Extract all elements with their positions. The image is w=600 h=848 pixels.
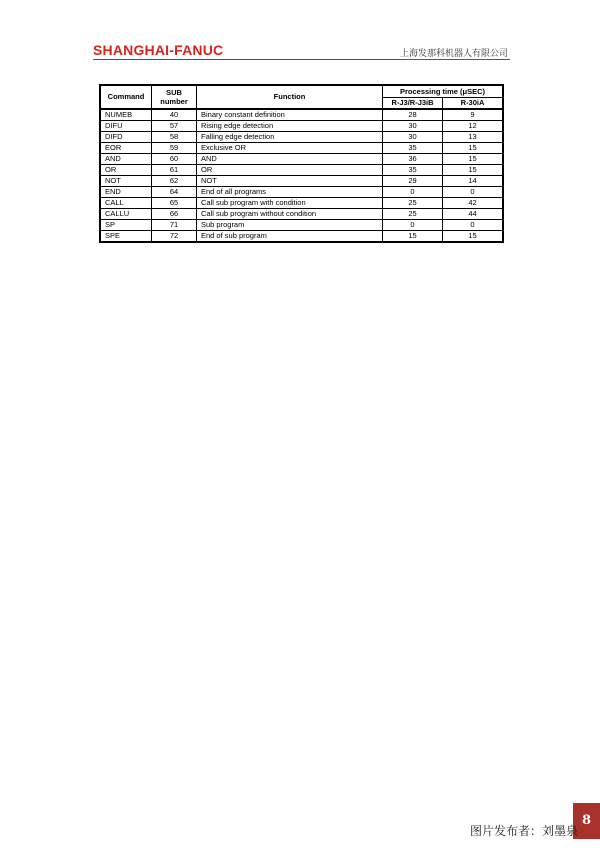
cell-command: AND (100, 154, 152, 165)
cell-command: EOR (100, 143, 152, 154)
header-r30: R-30iA (443, 98, 504, 110)
cell-time-rj3: 29 (383, 176, 443, 187)
cell-function: OR (197, 165, 383, 176)
cell-time-rj3: 0 (383, 187, 443, 198)
table-row (100, 132, 503, 143)
cell-time-r30: 15 (443, 165, 504, 176)
table-row (100, 187, 503, 198)
command-table (99, 84, 504, 243)
cell-function: Call sub program with condition (197, 198, 383, 209)
cell-function: Binary constant definition (197, 109, 383, 121)
cell-function: Exclusive OR (197, 143, 383, 154)
cell-function: AND (197, 154, 383, 165)
cell-sub-number: 57 (152, 121, 197, 132)
cell-time-r30: 15 (443, 143, 504, 154)
table-row (100, 165, 503, 176)
cell-sub-number: 64 (152, 187, 197, 198)
cell-time-r30: 14 (443, 176, 504, 187)
cell-command: END (100, 187, 152, 198)
cell-function: Rising edge detection (197, 121, 383, 132)
cell-sub-number: 58 (152, 132, 197, 143)
cell-sub-number: 71 (152, 220, 197, 231)
header-sub-number: SUB number (152, 85, 197, 109)
cell-time-r30: 9 (443, 109, 504, 121)
publisher-credit: 图片发布者：刘墨泉 (469, 824, 578, 838)
header-function: Function (197, 85, 383, 109)
cell-function: End of sub program (197, 231, 383, 243)
page-number-badge: 8 (573, 803, 600, 839)
cell-sub-number: 40 (152, 109, 197, 121)
cell-time-r30: 15 (443, 231, 504, 243)
cell-time-r30: 0 (443, 220, 504, 231)
cell-function: End of all programs (197, 187, 383, 198)
cell-time-rj3: 30 (383, 132, 443, 143)
table-body (100, 109, 503, 242)
cell-time-rj3: 25 (383, 198, 443, 209)
cell-sub-number: 66 (152, 209, 197, 220)
header-command: Command (100, 85, 152, 109)
cell-time-r30: 12 (443, 121, 504, 132)
cell-time-rj3: 15 (383, 231, 443, 243)
table-row (100, 220, 503, 231)
cell-time-rj3: 28 (383, 109, 443, 121)
cell-command: NOT (100, 176, 152, 187)
cell-command: SP (100, 220, 152, 231)
table-row (100, 121, 503, 132)
brand-logo: SHANGHAI-FANUC (93, 42, 224, 58)
cell-function: Falling edge detection (197, 132, 383, 143)
table-row (100, 198, 503, 209)
cell-time-rj3: 0 (383, 220, 443, 231)
cell-sub-number: 61 (152, 165, 197, 176)
table-row (100, 154, 503, 165)
table-row (100, 109, 503, 121)
cell-sub-number: 65 (152, 198, 197, 209)
cell-time-r30: 44 (443, 209, 504, 220)
cell-time-rj3: 25 (383, 209, 443, 220)
cell-time-r30: 42 (443, 198, 504, 209)
cell-time-r30: 13 (443, 132, 504, 143)
cell-sub-number: 62 (152, 176, 197, 187)
cell-time-rj3: 36 (383, 154, 443, 165)
cell-time-r30: 0 (443, 187, 504, 198)
company-name: 上海发那科机器人有限公司 (399, 49, 508, 59)
cell-command: NUMEB (100, 109, 152, 121)
table-row (100, 176, 503, 187)
cell-time-rj3: 30 (383, 121, 443, 132)
header-processing-time: Processing time (μSEC) (383, 85, 504, 98)
cell-time-r30: 15 (443, 154, 504, 165)
header-rj3: R-J3/R-J3iB (383, 98, 443, 110)
cell-command: CALL (100, 198, 152, 209)
header-divider (93, 59, 510, 60)
table-row (100, 143, 503, 154)
table-row (100, 209, 503, 220)
table-row (100, 231, 503, 243)
cell-command: SPE (100, 231, 152, 243)
cell-command: OR (100, 165, 152, 176)
cell-command: DIFU (100, 121, 152, 132)
cell-function: Call sub program without condition (197, 209, 383, 220)
cell-sub-number: 59 (152, 143, 197, 154)
cell-sub-number: 60 (152, 154, 197, 165)
cell-function: Sub program (197, 220, 383, 231)
cell-function: NOT (197, 176, 383, 187)
cell-command: DIFD (100, 132, 152, 143)
cell-sub-number: 72 (152, 231, 197, 243)
cell-time-rj3: 35 (383, 143, 443, 154)
cell-command: CALLU (100, 209, 152, 220)
cell-time-rj3: 35 (383, 165, 443, 176)
